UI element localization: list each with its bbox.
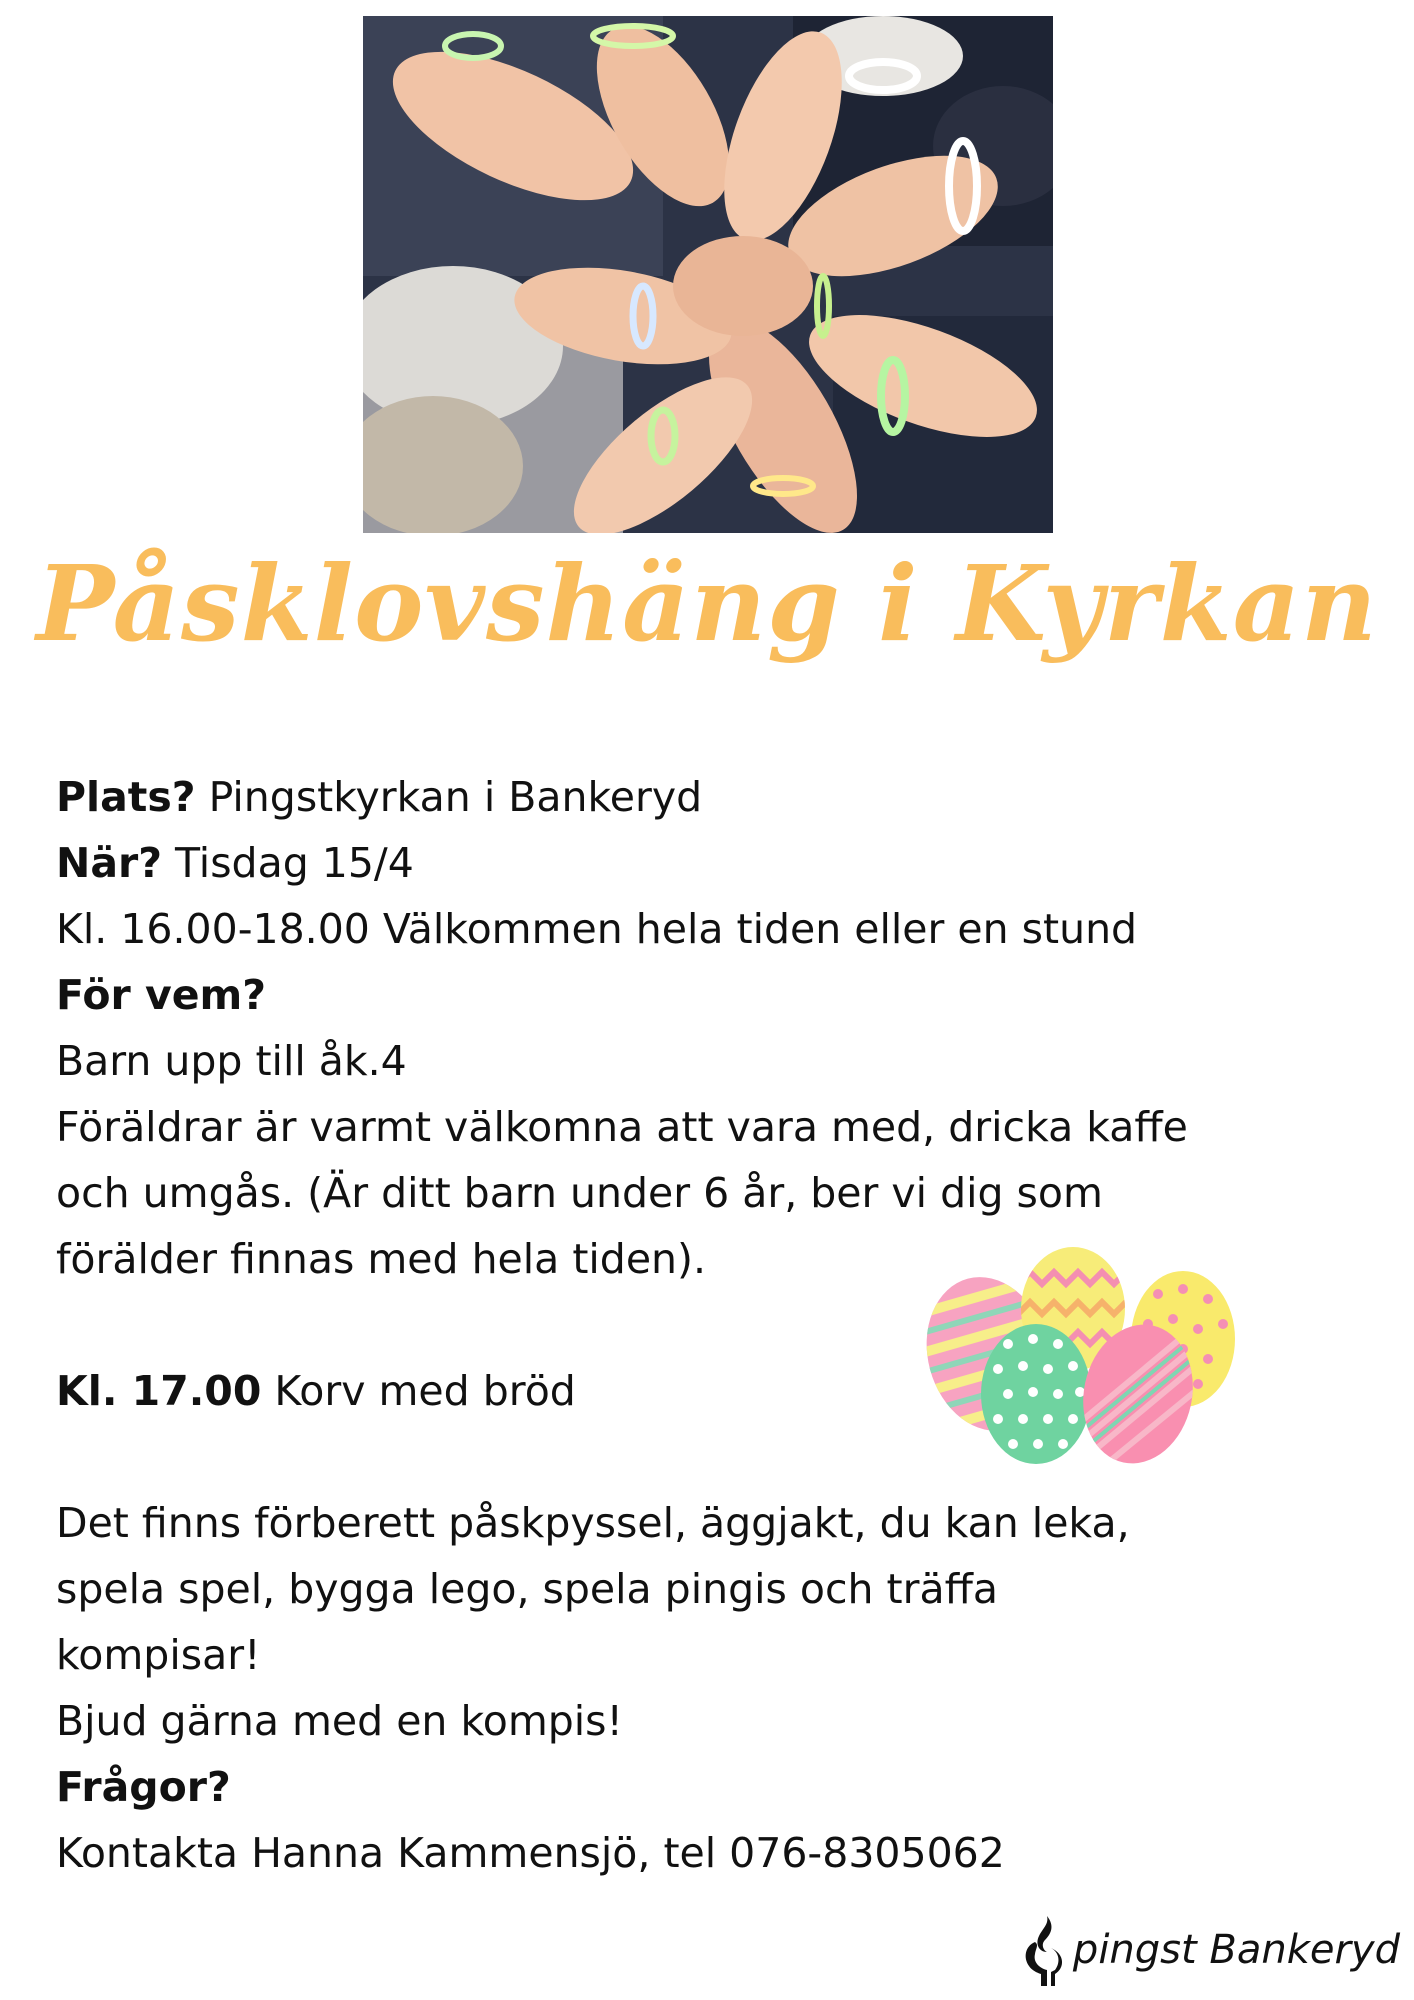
- who-label: För vem?: [56, 971, 267, 1019]
- food-label: Kl. 17.00: [56, 1367, 262, 1415]
- activities-line-1: Det finns förberett påskpyssel, äggjakt, du kan leka,: [56, 1499, 1130, 1547]
- place-label: Plats?: [56, 773, 196, 821]
- pingst-logo-icon: [1021, 1912, 1067, 1988]
- pingst-bankeryd-logo: [1021, 1910, 1400, 1990]
- food-value: Korv med bröd: [261, 1367, 576, 1415]
- hands-photo: [363, 16, 1053, 533]
- activities-line-2: spela spel, bygga lego, spela pingis och träffa: [56, 1565, 998, 1613]
- who-line-3: och umgås. (Är ditt barn under 6 år, ber vi dig som: [56, 1169, 1103, 1217]
- when-label: När?: [56, 839, 162, 887]
- who-line-4: förälder finnas med hela tiden).: [56, 1235, 707, 1283]
- who-line-2: Föräldrar är varmt välkomna att vara med, dricka kaffe: [56, 1103, 1188, 1151]
- contact-line: Kontakta Hanna Kammensjö, tel 076-8305062: [56, 1829, 1005, 1877]
- who-line-1: Barn upp till åk.4: [56, 1037, 407, 1085]
- place-line: [56, 764, 1396, 830]
- activities-line-3: kompisar!: [56, 1631, 261, 1679]
- easter-eggs-illustration: [918, 1244, 1248, 1484]
- easter-eggs-icon: [918, 1244, 1248, 1484]
- when-value: Tisdag 15/4: [161, 839, 414, 887]
- invite-line: Bjud gärna med en kompis!: [56, 1697, 623, 1745]
- place-value: Pingstkyrkan i Bankeryd: [195, 773, 703, 821]
- time-line: Kl. 16.00-18.00 Välkommen hela tiden eller en stund: [56, 905, 1138, 953]
- questions-label: Frågor?: [56, 1763, 231, 1811]
- page-title: Påsklovshäng i Kyrkan: [36, 542, 1378, 665]
- hands-photo-illustration: [363, 16, 1053, 533]
- logo-text: pingst Bankeryd: [1072, 1927, 1400, 1973]
- when-line: [56, 830, 1396, 896]
